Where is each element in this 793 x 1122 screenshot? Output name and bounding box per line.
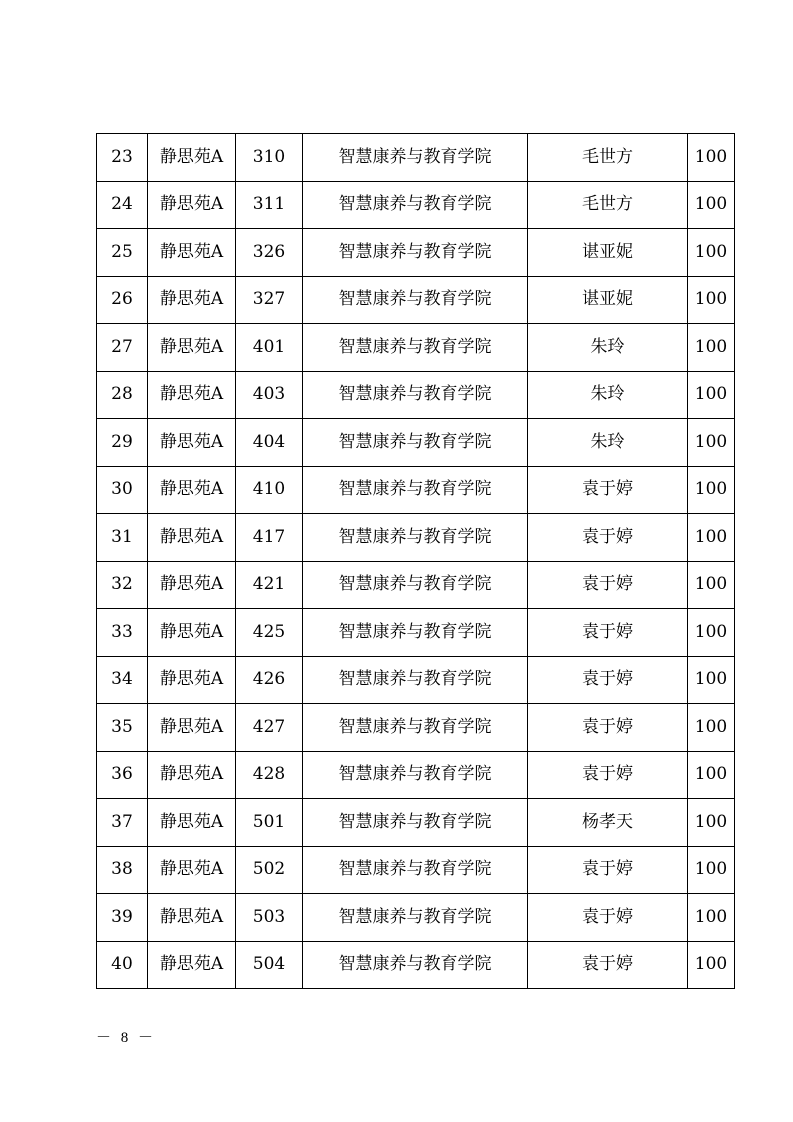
person-name-cell: 毛世方 (528, 181, 688, 229)
room-number-cell: 503 (236, 894, 303, 942)
score-cell: 100 (688, 846, 735, 894)
row-number-cell: 36 (97, 751, 148, 799)
score-cell: 100 (688, 609, 735, 657)
college-cell: 智慧康养与教育学院 (303, 324, 528, 372)
room-number-cell: 404 (236, 419, 303, 467)
person-name-cell: 朱玲 (528, 324, 688, 372)
room-number-cell: 502 (236, 846, 303, 894)
score-cell: 100 (688, 229, 735, 277)
table-row (97, 561, 735, 609)
row-number-cell: 35 (97, 704, 148, 752)
building-cell: 静思苑A (148, 894, 236, 942)
college-cell: 智慧康养与教育学院 (303, 181, 528, 229)
person-name-cell: 袁于婷 (528, 941, 688, 989)
row-number-cell: 27 (97, 324, 148, 372)
dormitory-score-table (96, 133, 735, 989)
building-cell: 静思苑A (148, 656, 236, 704)
table-row (97, 371, 735, 419)
building-cell: 静思苑A (148, 276, 236, 324)
building-cell: 静思苑A (148, 229, 236, 277)
table-row (97, 181, 735, 229)
room-number-cell: 501 (236, 799, 303, 847)
score-cell: 100 (688, 751, 735, 799)
person-name-cell: 朱玲 (528, 371, 688, 419)
room-number-cell: 410 (236, 466, 303, 514)
person-name-cell: 袁于婷 (528, 609, 688, 657)
building-cell: 静思苑A (148, 466, 236, 514)
college-cell: 智慧康养与教育学院 (303, 704, 528, 752)
person-name-cell: 袁于婷 (528, 751, 688, 799)
score-cell: 100 (688, 181, 735, 229)
table-row (97, 656, 735, 704)
table-row (97, 276, 735, 324)
building-cell: 静思苑A (148, 799, 236, 847)
score-cell: 100 (688, 894, 735, 942)
row-number-cell: 28 (97, 371, 148, 419)
person-name-cell: 谌亚妮 (528, 276, 688, 324)
person-name-cell: 袁于婷 (528, 894, 688, 942)
building-cell: 静思苑A (148, 751, 236, 799)
person-name-cell: 毛世方 (528, 134, 688, 182)
college-cell: 智慧康养与教育学院 (303, 276, 528, 324)
college-cell: 智慧康养与教育学院 (303, 514, 528, 562)
table-row (97, 134, 735, 182)
score-cell: 100 (688, 704, 735, 752)
college-cell: 智慧康养与教育学院 (303, 894, 528, 942)
college-cell: 智慧康养与教育学院 (303, 846, 528, 894)
score-cell: 100 (688, 276, 735, 324)
room-number-cell: 310 (236, 134, 303, 182)
row-number-cell: 37 (97, 799, 148, 847)
score-cell: 100 (688, 941, 735, 989)
score-cell: 100 (688, 561, 735, 609)
score-cell: 100 (688, 371, 735, 419)
room-number-cell: 417 (236, 514, 303, 562)
room-number-cell: 504 (236, 941, 303, 989)
table-row (97, 894, 735, 942)
row-number-cell: 39 (97, 894, 148, 942)
row-number-cell: 30 (97, 466, 148, 514)
room-number-cell: 403 (236, 371, 303, 419)
college-cell: 智慧康养与教育学院 (303, 466, 528, 514)
row-number-cell: 24 (97, 181, 148, 229)
row-number-cell: 38 (97, 846, 148, 894)
building-cell: 静思苑A (148, 419, 236, 467)
table-body (97, 134, 735, 989)
table-row (97, 941, 735, 989)
row-number-cell: 33 (97, 609, 148, 657)
row-number-cell: 40 (97, 941, 148, 989)
room-number-cell: 421 (236, 561, 303, 609)
row-number-cell: 29 (97, 419, 148, 467)
room-number-cell: 401 (236, 324, 303, 372)
score-cell: 100 (688, 419, 735, 467)
table-row (97, 846, 735, 894)
building-cell: 静思苑A (148, 846, 236, 894)
table-row (97, 419, 735, 467)
building-cell: 静思苑A (148, 324, 236, 372)
college-cell: 智慧康养与教育学院 (303, 419, 528, 467)
row-number-cell: 31 (97, 514, 148, 562)
room-number-cell: 327 (236, 276, 303, 324)
table-row (97, 514, 735, 562)
college-cell: 智慧康养与教育学院 (303, 229, 528, 277)
score-cell: 100 (688, 514, 735, 562)
table-row (97, 229, 735, 277)
score-cell: 100 (688, 656, 735, 704)
page-number: － 8 － (96, 1030, 157, 1046)
person-name-cell: 袁于婷 (528, 514, 688, 562)
row-number-cell: 26 (97, 276, 148, 324)
room-number-cell: 428 (236, 751, 303, 799)
room-number-cell: 326 (236, 229, 303, 277)
person-name-cell: 袁于婷 (528, 846, 688, 894)
person-name-cell: 袁于婷 (528, 704, 688, 752)
college-cell: 智慧康养与教育学院 (303, 799, 528, 847)
college-cell: 智慧康养与教育学院 (303, 561, 528, 609)
table-row (97, 324, 735, 372)
building-cell: 静思苑A (148, 181, 236, 229)
row-number-cell: 23 (97, 134, 148, 182)
table-row (97, 751, 735, 799)
building-cell: 静思苑A (148, 941, 236, 989)
person-name-cell: 袁于婷 (528, 561, 688, 609)
person-name-cell: 谌亚妮 (528, 229, 688, 277)
college-cell: 智慧康养与教育学院 (303, 134, 528, 182)
person-name-cell: 杨孝天 (528, 799, 688, 847)
room-number-cell: 426 (236, 656, 303, 704)
building-cell: 静思苑A (148, 371, 236, 419)
row-number-cell: 25 (97, 229, 148, 277)
college-cell: 智慧康养与教育学院 (303, 751, 528, 799)
person-name-cell: 袁于婷 (528, 656, 688, 704)
person-name-cell: 朱玲 (528, 419, 688, 467)
room-number-cell: 427 (236, 704, 303, 752)
table-row (97, 799, 735, 847)
table-row (97, 704, 735, 752)
score-cell: 100 (688, 466, 735, 514)
score-cell: 100 (688, 324, 735, 372)
score-cell: 100 (688, 134, 735, 182)
row-number-cell: 32 (97, 561, 148, 609)
row-number-cell: 34 (97, 656, 148, 704)
college-cell: 智慧康养与教育学院 (303, 371, 528, 419)
building-cell: 静思苑A (148, 704, 236, 752)
college-cell: 智慧康养与教育学院 (303, 656, 528, 704)
score-cell: 100 (688, 799, 735, 847)
college-cell: 智慧康养与教育学院 (303, 941, 528, 989)
building-cell: 静思苑A (148, 514, 236, 562)
table-row (97, 466, 735, 514)
table-row (97, 609, 735, 657)
college-cell: 智慧康养与教育学院 (303, 609, 528, 657)
room-number-cell: 425 (236, 609, 303, 657)
room-number-cell: 311 (236, 181, 303, 229)
building-cell: 静思苑A (148, 561, 236, 609)
building-cell: 静思苑A (148, 134, 236, 182)
building-cell: 静思苑A (148, 609, 236, 657)
person-name-cell: 袁于婷 (528, 466, 688, 514)
